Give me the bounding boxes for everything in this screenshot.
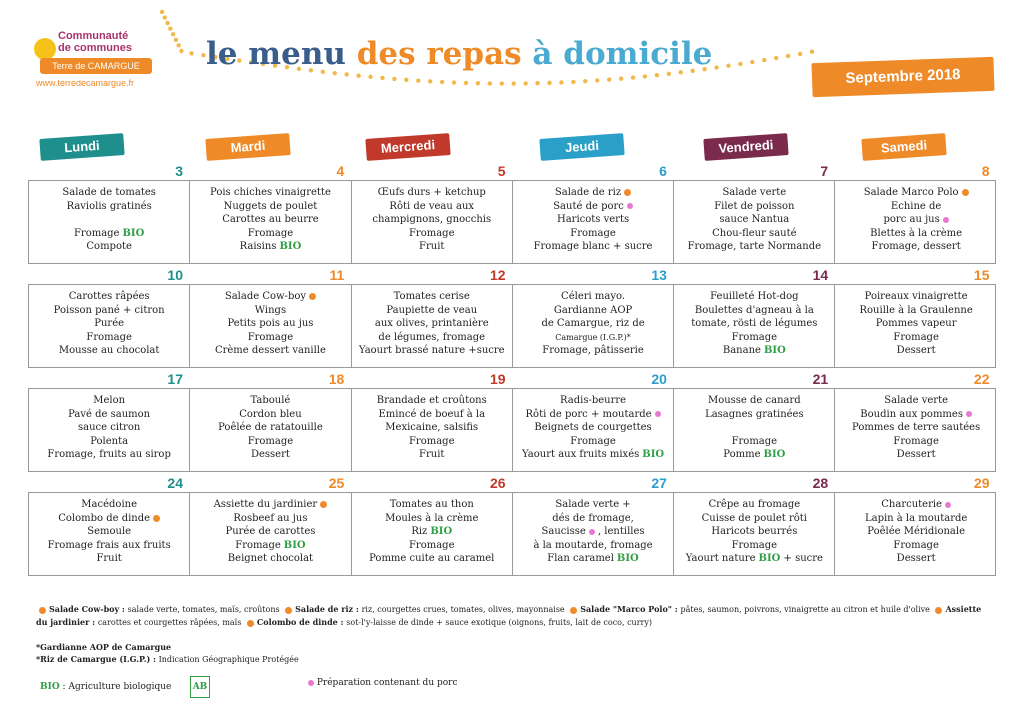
menu-cell	[190, 285, 351, 367]
footnote-gardianne: *Gardianne AOP de Camargue	[36, 642, 172, 652]
menu-item: Salade de tomates	[62, 187, 156, 198]
bio-tag: BIO	[763, 449, 786, 460]
dot	[535, 81, 539, 85]
logo-banner: Terre de CAMARGUE	[40, 58, 152, 74]
dot	[750, 60, 754, 64]
menu-item: Poisson pané + citron	[53, 304, 165, 316]
menu-item: Beignet chocolat	[227, 553, 314, 564]
menu-item: Yaourt nature BIO + sucre	[685, 553, 823, 564]
menu-item: Fromage BIO	[73, 227, 145, 239]
menu-item: Wings	[254, 304, 287, 316]
logo-line1: Communauté	[58, 30, 129, 42]
menu-item: à la moutarde, fromage	[533, 539, 653, 551]
menu-item: Fromage	[408, 435, 455, 447]
bio-tag: BIO	[279, 241, 302, 252]
menu-item: Flan caramel BIO	[547, 553, 639, 564]
day-number: 4	[336, 163, 345, 179]
recipe-dot-icon	[962, 189, 969, 196]
day-number: 14	[812, 267, 829, 283]
menu-cell	[513, 181, 674, 263]
pork-legend	[305, 678, 458, 688]
bio-legend-text: : Agriculture biologique	[62, 682, 172, 692]
menu-item: aux olives, printanière	[374, 318, 489, 329]
dot	[452, 80, 456, 84]
menu-item: Salade Cow-boy	[192, 290, 348, 304]
bio-tag: BIO	[283, 539, 306, 551]
dot	[392, 77, 396, 81]
menu-item: Haricots verts	[556, 214, 630, 225]
menu-item: Fromage, pâtisserie	[542, 345, 644, 356]
page-title	[206, 36, 712, 72]
dot	[368, 75, 372, 79]
day-number: 27	[651, 475, 667, 491]
dot	[476, 81, 480, 85]
menu-item: Tomates cerise	[393, 291, 470, 302]
menu-item: Nuggets de poulet	[223, 200, 318, 212]
day-tab-mardi: Mardi	[205, 133, 290, 161]
dot	[798, 52, 802, 56]
legend-item	[567, 605, 932, 614]
menu-item: Fromage, fruits au sirop	[47, 449, 171, 460]
legend-desc: pâtes, saumon, poivrons, vinaigrette au citron et huile d'olive	[680, 605, 933, 614]
bio-tag: BIO	[122, 227, 145, 239]
dot	[404, 78, 408, 82]
pork-dot-icon	[655, 411, 661, 417]
dot	[631, 75, 635, 79]
menu-item: Fromage	[408, 539, 455, 551]
day-number: 24	[167, 475, 183, 491]
menu-cell	[352, 181, 513, 263]
menu-item: Lapin à la moutarde	[864, 512, 968, 524]
menu-item: Assiette du jardinier	[192, 498, 348, 512]
menu-item: Fromage	[408, 227, 455, 239]
menu-item: porc au jus	[837, 213, 994, 227]
menu-item: Emincé de boeuf à la	[378, 408, 486, 420]
menu-cell	[29, 493, 190, 575]
day-number: 5	[497, 163, 506, 179]
dot	[179, 49, 183, 53]
dot	[160, 10, 164, 14]
logo-line2: de communes	[58, 42, 132, 54]
legend-desc: riz, courgettes crues, tomates, olives, mayonnaise	[361, 605, 568, 614]
menu-item: Fromage	[893, 435, 939, 447]
menu-item: Colombo de dinde	[31, 512, 187, 526]
menu-item: Pommes de terre sautées	[852, 422, 981, 433]
day-tab-vendredi: Vendredi	[703, 133, 788, 161]
recipe-dot-icon	[320, 501, 327, 508]
menu-cell	[835, 389, 996, 471]
recipe-dot-icon	[247, 620, 254, 627]
dot	[344, 72, 348, 76]
menu-item: Boudin aux pommes	[837, 408, 994, 422]
dot	[643, 74, 647, 78]
menu-item: Fromage	[247, 435, 294, 447]
menu-item: de légumes, fromage	[378, 331, 486, 343]
dot	[168, 26, 172, 30]
day-tab-samedi: Samedi	[861, 133, 946, 161]
day-number: 7	[820, 163, 829, 179]
menu-cell	[513, 493, 674, 575]
menu-cell	[352, 389, 513, 471]
menu-item: Carottes râpées	[68, 291, 150, 302]
menu-item: Echine de	[890, 200, 942, 212]
day-number: 22	[973, 371, 990, 387]
menu-item: Fromage	[247, 331, 294, 343]
menu-item: Fruit	[419, 241, 445, 252]
menu-item: Rôti de porc + moutarde	[515, 408, 671, 422]
dot	[464, 81, 468, 85]
dot	[655, 73, 659, 77]
menu-item: Pavé de saumon	[68, 408, 151, 420]
day-number: 25	[328, 475, 345, 491]
title-part3: à domicile	[532, 36, 713, 72]
dot	[619, 76, 623, 80]
pork-dot-icon	[945, 502, 951, 508]
menu-item: champignons, gnocchis	[372, 214, 492, 225]
menu-item: Mousse au chocolat	[58, 345, 160, 356]
legend-name: Salade "Marco Polo" :	[580, 604, 681, 614]
day-number-row	[28, 162, 996, 180]
menu-item: Raisins BIO	[239, 241, 302, 252]
menu-item: Cordon bleu	[239, 408, 302, 420]
menu-item: Céleri mayo.	[561, 291, 626, 302]
pork-legend-text: Préparation contenant du porc	[316, 678, 458, 688]
dot	[607, 77, 611, 81]
dot	[738, 62, 742, 66]
dot	[762, 58, 766, 62]
menu-item: Salade Marco Polo	[837, 186, 994, 200]
legend-name: Salade Cow-boy :	[49, 604, 128, 614]
week-row	[28, 266, 996, 370]
menu-item: Radis-beurre	[560, 395, 627, 406]
menu-item: Boulettes d'agneau à la	[694, 304, 814, 316]
dot	[189, 51, 193, 55]
legend-desc: sot-l'y-laisse de dinde + sauce exotique (oignons, fruits, lait de coco, curry)	[346, 618, 652, 627]
menu-item: Fromage	[247, 227, 294, 239]
day-number-row	[28, 370, 996, 388]
menu-item: Fromage blanc + sucre	[533, 241, 653, 252]
menu-item: Fruit	[419, 449, 445, 460]
menu-item: Fromage	[731, 435, 778, 447]
legend-name: Colombo de dinde :	[256, 617, 347, 627]
menu-item: Fromage	[731, 539, 778, 551]
menu-item: Fromage BIO	[235, 539, 306, 551]
menu-cell	[835, 285, 996, 367]
footnote-riz: *Riz de Camargue (I.G.P.) : Indication Géographique Protégée	[36, 654, 299, 664]
menu-cell	[190, 493, 351, 575]
day-number: 11	[329, 267, 345, 283]
week-cells	[28, 284, 996, 368]
recipe-dot-icon	[309, 293, 316, 300]
day-number: 19	[490, 371, 506, 387]
legend-desc: salade verte, tomates, maïs, croûtons	[127, 605, 283, 614]
menu-item: Feuilleté Hot-dog	[710, 291, 799, 302]
bio-tag: BIO	[642, 449, 665, 460]
menu-item: Rôti de veau aux	[389, 200, 475, 212]
recipe-dot-icon	[285, 607, 292, 614]
menu-item: Polenta	[90, 435, 129, 447]
menu-item: Fromage frais aux fruits	[47, 539, 171, 551]
menu-item: Melon	[93, 395, 126, 406]
menu-item: Banane BIO	[722, 345, 786, 356]
day-tab-jeudi: Jeudi	[539, 133, 624, 161]
menu-item: Salade verte	[884, 395, 949, 406]
menu-item: Salade verte +	[555, 499, 631, 510]
menu-item: Fromage	[731, 331, 778, 343]
menu-item: Sauté de porc	[515, 200, 671, 214]
menu-item: Riz BIO	[411, 526, 453, 537]
menu-item: Fromage, tarte Normande	[687, 241, 822, 252]
bio-tag: BIO	[616, 553, 639, 564]
menu-item: Raviolis gratinés	[66, 200, 152, 212]
menu-item: Compote	[86, 241, 132, 252]
menu-item: Taboulé	[250, 395, 291, 406]
day-number: 8	[981, 163, 990, 179]
menu-cell	[352, 285, 513, 367]
menu-cell	[513, 389, 674, 471]
menu-cell	[835, 181, 996, 263]
menu-item: Poêlée de ratatouille	[218, 422, 323, 433]
ab-logo: AB	[190, 676, 210, 698]
pork-dot-icon	[308, 680, 314, 686]
dot	[380, 76, 384, 80]
day-number: 21	[812, 371, 829, 387]
menu-item: sauce Nantua	[719, 214, 790, 225]
menu-item: Pois chiches vinaigrette	[210, 187, 331, 198]
menu-item: Crème dessert vanille	[214, 345, 326, 356]
menu-item: Gardianne AOP	[553, 304, 633, 316]
dot	[559, 80, 563, 84]
pork-dot-icon	[966, 411, 972, 417]
week-row	[28, 370, 996, 474]
menu-grid	[28, 162, 996, 578]
menu-item: Fromage	[86, 331, 132, 343]
day-number: 6	[659, 163, 667, 179]
dot	[786, 54, 790, 58]
day-tab-lundi: Lundi	[39, 133, 124, 161]
menu-cell	[835, 493, 996, 575]
menu-item: Fromage	[893, 331, 939, 343]
menu-item: Mousse de canard	[707, 395, 801, 406]
menu-item: Blettes à la crème	[870, 227, 963, 239]
week-cells	[28, 492, 996, 576]
title-part2: des repas	[356, 36, 522, 72]
dot	[583, 79, 587, 83]
menu-item: tomate, rösti de légumes	[691, 318, 818, 329]
dot	[523, 81, 527, 85]
dot	[595, 78, 599, 82]
menu-item: Paupiette de veau	[386, 304, 478, 316]
day-number: 10	[167, 267, 183, 283]
menu-cell	[674, 493, 835, 575]
dot	[714, 65, 718, 69]
menu-item: Dessert	[896, 449, 936, 460]
menu-item: Purée de carottes	[225, 526, 316, 537]
menu-item: Pommes vapeur	[875, 318, 957, 329]
dot	[163, 15, 167, 19]
dot	[500, 81, 504, 85]
pork-dot-icon	[589, 529, 595, 535]
day-number: 13	[651, 267, 667, 283]
menu-item: Crêpe au fromage	[708, 499, 801, 510]
dot	[488, 81, 492, 85]
dot	[571, 80, 575, 84]
day-number: 28	[812, 475, 829, 491]
day-tab-mercredi: Mercredi	[365, 133, 450, 161]
menu-item: Salade verte	[722, 187, 787, 198]
menu-item: Dessert	[896, 345, 936, 356]
recipe-dot-icon	[39, 607, 46, 614]
menu-item	[31, 213, 187, 227]
day-number: 29	[973, 475, 990, 491]
bio-legend	[40, 682, 171, 692]
menu-item: Fruit	[96, 553, 122, 564]
menu-item: Fromage	[893, 539, 939, 551]
dot	[428, 79, 432, 83]
week-cells	[28, 388, 996, 472]
menu-cell	[352, 493, 513, 575]
menu-item: Pomme cuite au caramel	[369, 553, 495, 564]
pork-dot-icon	[627, 203, 633, 209]
menu-cell	[674, 389, 835, 471]
menu-item: Carottes au beurre	[222, 214, 319, 225]
menu-item: Rouille à la Graulenne	[859, 304, 973, 316]
menu-cell	[674, 181, 835, 263]
dot	[416, 78, 420, 82]
menu-item: Semoule	[87, 526, 132, 537]
dot	[165, 21, 169, 25]
menu-cell	[29, 389, 190, 471]
dot	[174, 38, 178, 42]
menu-item: Haricots beurrés	[711, 526, 798, 537]
menu-item: Charcuterie	[837, 498, 994, 512]
menu-item: Fromage, dessert	[871, 241, 961, 252]
bio-tag: BIO	[763, 345, 786, 356]
menu-item: Yaourt brassé nature +sucre	[358, 345, 505, 356]
menu-item: Beignets de courgettes	[534, 422, 652, 433]
menu-item: Œufs durs + ketchup	[377, 187, 486, 198]
menu-item: de Camargue, riz de	[541, 318, 645, 329]
menu-item: Purée	[94, 318, 125, 329]
legend-name: Salade de riz :	[295, 604, 362, 614]
menu-item: Pomme BIO	[723, 449, 786, 460]
menu-item: Saucisse , lentilles	[541, 526, 645, 537]
menu-item: Tomates au thon	[389, 499, 474, 510]
menu-item: Dessert	[250, 449, 290, 460]
footer-legend	[36, 603, 984, 629]
legend-item	[36, 605, 282, 614]
legend-desc: carottes et courgettes râpées, maïs	[97, 618, 244, 627]
menu-item: Moules à la crème	[385, 512, 479, 524]
recipe-dot-icon	[153, 515, 160, 522]
menu-item: Salade de riz	[515, 186, 671, 200]
day-number: 15	[973, 267, 990, 283]
week-row	[28, 474, 996, 578]
day-number: 17	[167, 371, 183, 387]
menu-item: Mexicaine, salsifis	[385, 422, 479, 433]
day-number: 18	[328, 371, 345, 387]
menu-item: Filet de poisson	[714, 200, 795, 212]
menu-item: sauce citron	[78, 422, 141, 433]
menu-item: Dessert	[896, 553, 936, 564]
legend-name: Assiette du jardinier :	[36, 604, 982, 627]
menu-item: Camargue (I.G.P.)*	[555, 332, 631, 342]
menu-item: Petits pois au jus	[227, 318, 314, 329]
menu-cell	[190, 389, 351, 471]
bio-label: BIO	[40, 682, 60, 692]
menu-cell	[190, 181, 351, 263]
dot	[726, 64, 730, 68]
bio-tag: BIO	[758, 553, 781, 564]
day-number-row	[28, 266, 996, 284]
dot	[512, 81, 516, 85]
logo-url[interactable]: www.terredecamargue.fr	[36, 78, 135, 88]
menu-cell	[29, 285, 190, 367]
week-row	[28, 162, 996, 266]
dot	[774, 56, 778, 60]
dot	[440, 80, 444, 84]
title-part1: le menu	[206, 36, 346, 72]
day-number: 3	[175, 163, 183, 179]
menu-item: Macédoine	[81, 499, 137, 510]
bio-tag: BIO	[430, 526, 453, 537]
dot	[547, 81, 551, 85]
menu-item: Cuisse de poulet rôti	[701, 512, 807, 524]
menu-item: Fromage	[570, 227, 616, 239]
menu-item: Brandade et croûtons	[376, 395, 487, 406]
legend-item	[282, 605, 567, 614]
day-number: 20	[651, 371, 667, 387]
dot	[356, 73, 360, 77]
menu-item: Poireaux vinaigrette	[864, 291, 968, 302]
recipe-dot-icon	[935, 607, 942, 614]
menu-item	[676, 421, 832, 435]
week-cells	[28, 180, 996, 264]
day-number: 26	[490, 475, 506, 491]
recipe-dot-icon	[624, 189, 631, 196]
menu-cell	[29, 181, 190, 263]
dot	[810, 50, 814, 54]
day-number-row	[28, 474, 996, 492]
recipe-dot-icon	[570, 607, 577, 614]
day-number: 12	[490, 267, 506, 283]
legend-item	[244, 618, 652, 627]
menu-item: Poêlée Méridionale	[867, 526, 965, 537]
menu-cell	[674, 285, 835, 367]
dot	[176, 43, 180, 47]
menu-item: Lasagnes gratinées	[705, 408, 804, 420]
menu-item: Fromage	[570, 435, 616, 447]
menu-item: Rosbeef au jus	[233, 512, 308, 524]
dot	[171, 32, 175, 36]
menu-cell	[513, 285, 674, 367]
menu-item: dés de fromage,	[552, 512, 634, 524]
menu-item: Yaourt aux fruits mixés BIO	[521, 449, 665, 460]
dot	[667, 72, 671, 76]
menu-item: Chou-fleur sauté	[712, 227, 797, 239]
month-banner: Septembre 2018	[811, 57, 994, 97]
pork-dot-icon	[943, 217, 949, 223]
